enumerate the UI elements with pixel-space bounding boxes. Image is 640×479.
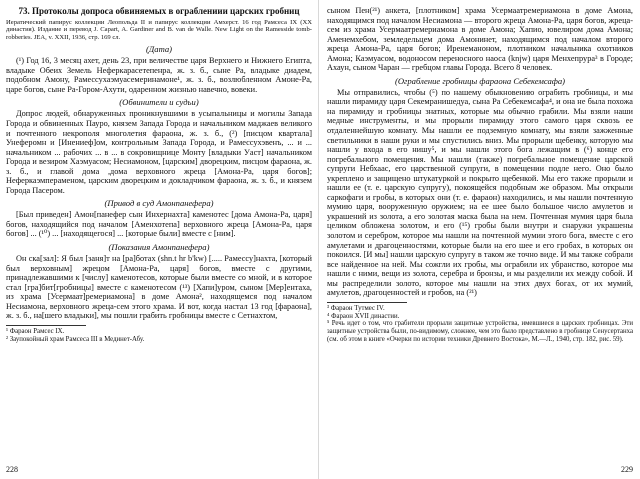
section-heading: (Обвинители и судьи): [119, 97, 199, 108]
section-heading: (Привод в суд Амонпанефера): [104, 198, 214, 209]
footnote: ⁵ Речь идет о том, что грабители прорыли защитные устройства, имевшиеся в царских гробницах. Эти защитные устройства были, по-видимому, сложнее, чем это было представлено в гробнице Сенусертанха (см. об этом в книге «Очерки по истории техники Древнего Востока», М.—Л., 1940, стр. 182, рис. 59).: [327, 320, 633, 344]
section-heading: (Дата): [145, 44, 173, 55]
footnote-divider: [327, 302, 407, 303]
left-page: [6, 6, 312, 476]
paragraph: Допрос людей, обнаруженных проникнувшими в усыпальницы и могилы Запада Города и обвиненных Пауро, князем Запада Города и начальником маджаев великого и почтенного некрополя многолетия фараона, ж. з. б., (²) [писцом квартала] Унеферомн и [Инениеф]ом, контрольным Запада Города, и Рамессухэвенъ, ... и ... начальником ... рабочих ... в ... в сокровищнице Монту [владыки Уаст] начальником Города и везиром Хаэмуасом; Несиамоном, [царским] дворецким, писцом фараона, ж. з. б., и главой дома ,дома верховного жреца [Амона-Ра, царя богов]; Неферкаэмпераменом, царским дворецким и докладчиком фараона, ж. з. б., и князем Города Пасером.: [6, 109, 312, 195]
section-heading: (Показания Амонпанефера): [108, 241, 210, 252]
page-number: 228: [6, 465, 18, 474]
section-accusers: [6, 97, 312, 195]
footnote: ² Заупокойный храм Рамсеса III в Мединет-Абу.: [6, 335, 145, 343]
footnote: ⁴ Фараон XVII династии.: [327, 312, 400, 320]
section-heading: (Ограбление гробницы фараона Себекемсафа): [394, 75, 566, 86]
section-testimony: [6, 242, 312, 321]
page-number: 229: [621, 465, 633, 474]
page-gutter: [318, 0, 319, 479]
right-page: [327, 6, 633, 476]
paragraph: [Был приведен] Амон[панефер сын Инхернахта] каменотес [дома Амона-Ра, царя] богов, находящийся под началом [Аменхотепа] верховного жреца [Амона-Ра, царя богов] ... (¹⁰) ... [находящегося] ... [которые были] вместе с [ним].: [6, 210, 312, 239]
footnote-divider: [6, 325, 86, 326]
footnote: ¹ Фараон Рамсес IX.: [6, 327, 65, 335]
source-note: Иератический папирус коллекции Леопольда II и папирус коллекции Амхерст. 16 год Рамсеса IX (XX династия). Издание и перевод J. Capart, A. Gardiner and B. van de Walle. New Light on the Ramesside tomb-robberies. JEA, v. XXII, 1936, стр. 169 сл.: [6, 19, 312, 41]
paragraph: Он ска[зал]: Я был [заня]т на [ра]ботах (shn.t hr b'kw) [..... Рамессу]нахта, [который был верховным] жрецом [Амона-Ра, царя] богов, вместе с другими, принадлежавшими к [числу] каменотесов, которые были вместе со мной, и в которое стал [гра]бит[гробницы] вместе с каменотесом (¹³) [Хапи]уром, сыном [Мер]ентаха, из храма [Усермаат]ремериамона] в доме Амона², находящемся под началом Несиамона, верховного жреца-сем этого храма. И вот, когда настал 13 год [фараона], ж. з. б., на[шего владыки], мы пошли грабить гробницы вместе с Сетнахтом,: [6, 253, 312, 321]
paragraph: (¹) Год 16, 3 месяц ахет, день 23, при величестве царя Верхнего и Нижнего Египта, владыке Обеих Земель Неферкарасетепенра, ж. з. б., сыне Ра, владыке диадем, подобном Амону, Рамессухаэмуасемеринамоне¹, ж. з. б., возлюбленном Амоне-Ра, царе богов, сыне Ра-Гором-Ахути, одаренном жизнью навечно, вовеки.: [6, 56, 312, 94]
paragraph: сыном Пен(²¹) анкета, [плотником] храма Усермаатремериамона в доме Амона, находящимся под началом Несиамона — второго жреца Амона-Ра, царя богов, жреца-сем из храма Усермаатремериамона в доме Амона; Хапио, ювелиром дома Амона; Аменемхебом, земледельцем дома Амонинет, находящимся под началом второго жреца Амона-Ра, царя богов; Иренеманоном, плотником начальника охотников Амона; Каэмуасом, водоносом переносного наоса (knjw) царя Менхепрура³ в Городе; Ахаун, сыном Чаран — гребцом главы Города. Всего 8 человек.: [327, 6, 633, 73]
paragraph: Мы отправились, чтобы (⁵) по нашему обыкновению ограбить гробницы, и мы нашли пирамиду царя Секемранишедуа, сына Ра Себекемсафа⁴, и она не была похожа на пирамиду и гробницы знатных, которые мы обычно грабили. Мы взяли наши медные инструменты, и мы прорыли пирамиду этого самого царя сквозь ее отдаленнейшую комнату. Мы нашли ее подземную комнату, мы взяли зажженные светильники в наши руки и мы спустились вниз. Мы прорыли щебенку, которую мы нашли у входа в его нишу⁵, и мы нашли этого бога лежащим в (⁶) конце его погребального помещения. Мы нашли (также) погребальное помещение царской супруги Небхаас, его царственной супруги, в помещении подле него. Оно было укреплено и защищено штукатуркой и покрыто щебенкой. Мы его также прорыли и нашли ее (т. е. царскую супругу), покоящейся подобным же образом. Мы открыли саркофаги и гробы, в которых они (т. е. фараон) находились, и мы нашли почтенную мумию царя, вооруженную оружием; на ее шее было большое число амулетов и украшений из золота, а его золотая маска была на нем. Почтенная мумия царя была целиком обложена золотом, и его (¹⁵) гробы были внутри и снаружи украшены золотом и серебром, которое мы нашли на почтенной мумии этого бога, вместе с его амулетами и драгоценностями, которые были на его шее и его гробах, в которых он покоился. [И мы] нашли царскую супругу в таком же точно виде. И мы также собрали все найденное на ней. Мы сожгли их гробы, мы ограбили их убранство, которое мы нашли с ними, вещи из золота, серебра и бронзы, и мы разделили их между собой. И мы распределили золото, которое мы нашли на этих двух богах, от их мумий, амулетов, драгоценностей и гробов, на (²¹): [327, 87, 633, 298]
section-date: [6, 44, 312, 94]
document-title: 73. Протоколы допроса обвиняемых в ограблениии царских гробниц: [18, 6, 300, 16]
section-arraignment: [6, 198, 312, 239]
footnote: ³ Фараон Тутмес IV.: [327, 304, 385, 312]
